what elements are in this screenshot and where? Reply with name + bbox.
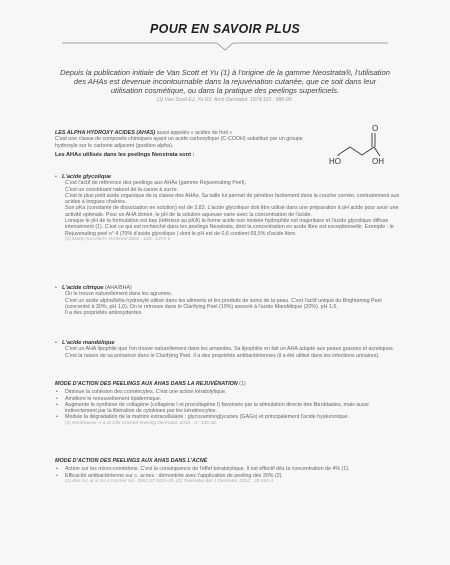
citrique-line: C'est un acide alpha/bêta-hydroxylé utilisé dans les aliments et les produits de soins de la peau. C'est l'actif unique du Brightening Peel (concentré à 30%, pH 1,6). On le retrouve dans le Clarifying Peel (10%) associé à l'acide Mandélique (20%). pH 1,6.	[65, 297, 382, 310]
intro-paragraph	[58, 68, 392, 104]
bullet-icon: •	[55, 285, 57, 291]
aha-description: C'est une classe de composés chimiques ayant un acide carboxylique (C-COOH) substitué par un groupe hydroxyle sur le carbone adjacent (position alpha).	[55, 136, 303, 149]
glycolique-line: C'est le plus petit acide organique de la classe des AHAs. Sa taille lui permet de pénétrer facilement dans la couche cornée, contrairement aux acides à longues chaînes.	[65, 192, 400, 206]
chem-ho-label: HO	[329, 157, 341, 166]
list-item: • Augmente la synthèse de collagène (collagène I et procollagène I) favorisée par la stimulation directe des fibroblastes, mais aussi indirectement par la libération de cytokines par les kératinocytes.	[55, 402, 400, 415]
glycolique-reference: (1) Marty Ann Derm Venereol 2002 ; 129 : 1374-6	[65, 236, 171, 242]
rejuvenation-section	[55, 381, 400, 427]
glycolique-line: Lorsque le pH de la formulation est bas (inférieur au pKA) la forme acide non ionisée hydrophile est majoritaire et l'acide glycolique diffuse intensément (1). C'est ce qui est recherché dans les peelings Neostrata, dont la concentration en acide libre est exceptionnelle. Exemple : le Rejuvenating peel n° 4 (70% d'acide glycolique ) dont le pH est de 0,6 contient 69,5% d'acide libre.	[65, 218, 394, 237]
glycolique-title: L'acide glycolique	[62, 174, 112, 180]
aha-list-title: Les AHAs utilisés dans les peelings Neostrata sont :	[55, 151, 195, 158]
title-divider	[62, 40, 388, 52]
glycolique-line: Son pKa (constante de dissociation en solution) est de 3,83. L'acide glycolique doit être utilisé dans une préparation à pH acide pour avoir une activité optimale. Pour un AHA donné, le pH de la solution aqueuse varie avec la concentration de l'acide.	[65, 205, 399, 218]
acne-section	[55, 458, 400, 485]
citrique-line: On le trouve naturellement dans les agrumes.	[65, 291, 173, 298]
citrique-section	[55, 285, 400, 316]
mandelique-line: C'est un AHA lipophile que l'on trouve naturellement dans les amandes. Sa lipophilie en fait un AHA adapté aux peaux grasses et acnéiques. C'est la raison de sa présence dans le Clarifying Peel. Il a des propriétés antibactériennes (il a été utilisé dans les infections urinaires).	[65, 346, 395, 359]
list-item: • Améliore le renouvellement épidermique.	[55, 396, 400, 402]
citrique-title: L'acide citrique	[62, 285, 104, 291]
rejuvenation-heading-ref: (1)	[237, 381, 246, 387]
glycolique-line: C'est un constituant naturel de la canne à sucre.	[65, 186, 179, 193]
mandelique-section	[55, 340, 400, 359]
rejuvenation-list	[55, 389, 400, 420]
list-item: • Module la dégradation de la matrice extracellulaire : glycosaminoglycanes (GAGs) et principalement l'acide hyaluronique.	[55, 414, 400, 420]
aha-heading-tail: aussi appelés « acides de fruit »	[155, 130, 233, 136]
list-item: • Diminue la cohésion des cornéocytes. C'est une action kératolytique.	[55, 389, 400, 395]
aha-heading: LES ALPHA HYDROXY ACIDES (AHAS)	[55, 130, 156, 136]
glycolique-line: C'est l'actif de référence des peelings aux AHAs (gamme Rejuvenating Peel).	[65, 180, 247, 187]
rejuvenation-reference: (1) Kornhauser A & al Clin Cosmet Investig Dermatol. 2010 ; 3 : 135-42.	[65, 420, 218, 426]
intro-reference: (1) Van Scott EJ, Yu RJ. Arch Dermatol. 1974;110 : 586-90.	[156, 96, 294, 103]
rejuvenation-heading: MODE D'ACTION DES PEELINGS AUX AHAS DANS LA REJUVÉNATION	[55, 381, 238, 387]
bullet-icon: •	[55, 340, 57, 346]
glycolic-acid-structure-diagram	[328, 125, 390, 167]
bullet-icon: •	[55, 174, 57, 180]
chem-o-label: O	[372, 125, 379, 133]
citrique-line: Il a des propriétés antioxydantes.	[65, 310, 143, 317]
citrique-title-tail: (AHA/BHA)	[103, 285, 132, 291]
acne-heading: MODE D'ACTION DES PEELINGS AUX AHAS DANS L'ACNÉ	[55, 458, 208, 464]
chem-oh-label: OH	[372, 157, 384, 166]
acne-reference: (1) Kim SJ, & al Int J Cosmet Sci. 2001;57:1019-25. (2) Takenaka &al J Dermatol. 2012 ; 39:350-4	[65, 478, 274, 484]
list-item: • Action sur les micro-comédons. C'est la conséquence de l'effet kératolytique. Il est effectif dès la concentration de 4% (1).	[55, 466, 400, 472]
page-title: POUR EN SAVOIR PLUS	[150, 22, 300, 36]
acne-list	[55, 466, 400, 479]
mandelique-title: L'acide mandélique	[62, 340, 115, 346]
aha-section	[55, 130, 323, 158]
glycolique-section	[55, 174, 400, 243]
intro-text: Depuis la publication initiale de Van Scott et Yu (1) à l'origine de la gamme Neostrata®, l'utilisation des AHAs est devenue incontournable dans la rejuvénation cutanée, que ce soit dans leur utilisation cosmétique, ou dans la pratique des peelings superficiels.	[60, 68, 390, 96]
list-item: • Efficacité antibactérienne sur c. acnes : démontrée avec l'application de peeling dès 30% (2).	[55, 473, 400, 479]
